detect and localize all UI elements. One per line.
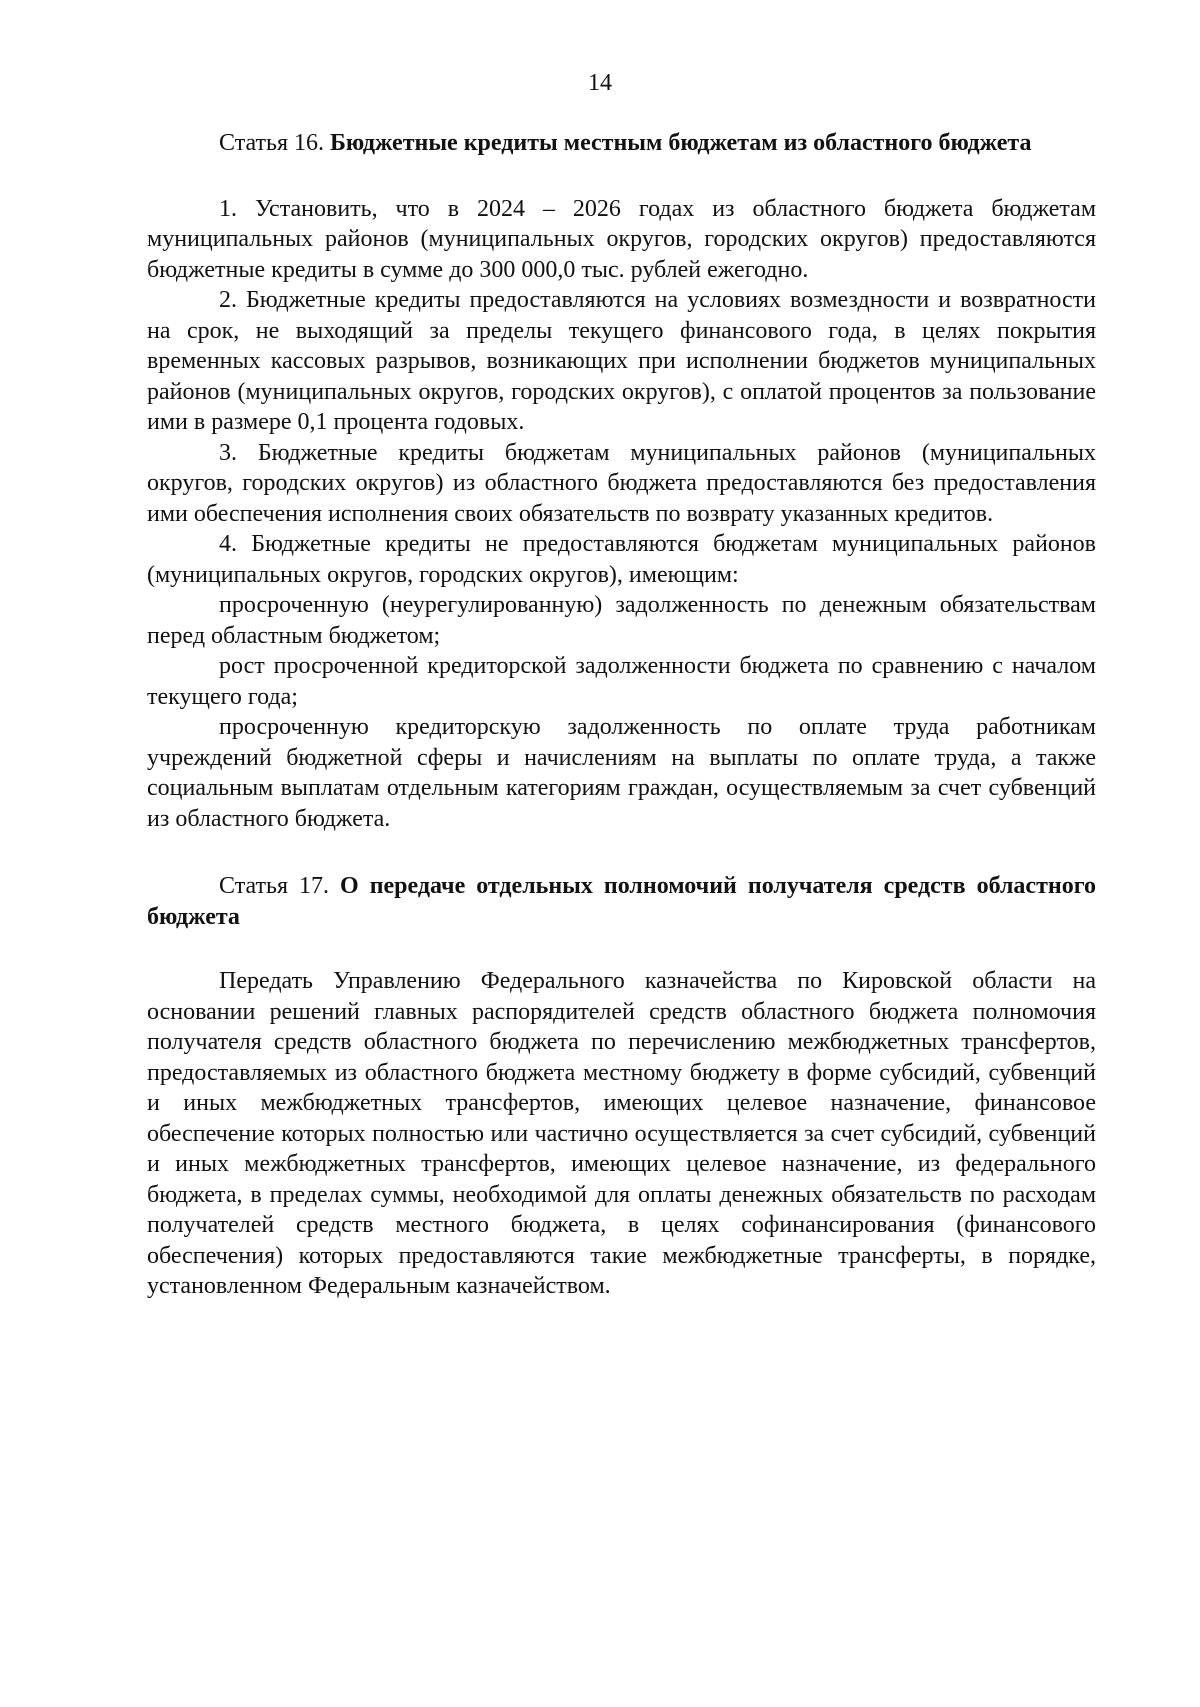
- article-16-paragraph-3: 3. Бюджетные кредиты бюджетам муниципальных районов (муниципальных округов, городских округов) из областного бюджета предоставляются без предоставления ими обеспечения исполнения своих обязательств по возврату указанных кредитов.: [147, 439, 1096, 527]
- article-16-prefix: Статья 16.: [219, 130, 324, 156]
- article-16-condition-1: просроченную (неурегулированную) задолженность по денежным обязательствам перед областным бюджетом;: [147, 592, 1096, 649]
- article-16-condition-3: просроченную кредиторскую задолженность по оплате труда работникам учреждений бюджетной сферы и начислениям на выплаты по оплате труда, а также социальным выплатам отдельным категориям граждан, осуществляемым за счет субвенций из областного бюджета.: [147, 714, 1096, 832]
- article-16-paragraph-4: 4. Бюджетные кредиты не предоставляются бюджетам муниципальных районов (муниципальных округов, городских округов), имеющим:: [147, 531, 1096, 588]
- article-17-prefix: Статья 17.: [219, 873, 329, 899]
- article-16-condition-2: рост просроченной кредиторской задолженности бюджета по сравнению с началом текущего года;: [147, 653, 1096, 710]
- article-17-title: О передаче отдельных полномочий получателя средств областного бюджета: [147, 873, 1097, 930]
- document-body: [147, 128, 1096, 1302]
- article-16-title: Бюджетные кредиты местным бюджетам из областного бюджета: [329, 130, 1032, 156]
- article-17-heading: [147, 871, 1096, 932]
- page-number: 14: [588, 70, 612, 96]
- article-17-paragraph-1: Передать Управлению Федерального казначейства по Кировской области на основании решений главных распорядителей средств областного бюджета полномочия получателя средств областного бюджета по перечислению межбюджетных трансфертов, предоставляемых из областного бюджета местному бюджету в форме субсидий, субвенций и иных межбюджетных трансфертов, имеющих целевое назначение, финансовое обеспечение которых полностью или частично осуществляется за счет субсидий, субвенций и иных межбюджетных трансфертов, имеющих целевое назначение, из федерального бюджета, в пределах суммы, необходимой для оплаты денежных обязательств по расходам получателей средств местного бюджета, в целях софинансирования (финансового обеспечения) которых предоставляются такие межбюджетные трансферты, в порядке, установленном Федеральным казначейством.: [147, 968, 1096, 1299]
- article-16-paragraph-1: 1. Установить, что в 2024 – 2026 годах из областного бюджета бюджетам муниципальных районов (муниципальных округов, городских округов) предоставляются бюджетные кредиты в сумме до 300 000,0 тыс. рублей ежегодно.: [147, 195, 1096, 283]
- article-16-heading: [147, 128, 1096, 159]
- article-16-paragraph-2: 2. Бюджетные кредиты предоставляются на условиях возмездности и возвратности на срок, не выходящий за пределы текущего финансового года, в целях покрытия временных кассовых разрывов, возникающих при исполнении бюджетов муниципальных районов (муниципальных округов, городских округов), с оплатой процентов за пользование ими в размере 0,1 процента годовых.: [147, 287, 1096, 435]
